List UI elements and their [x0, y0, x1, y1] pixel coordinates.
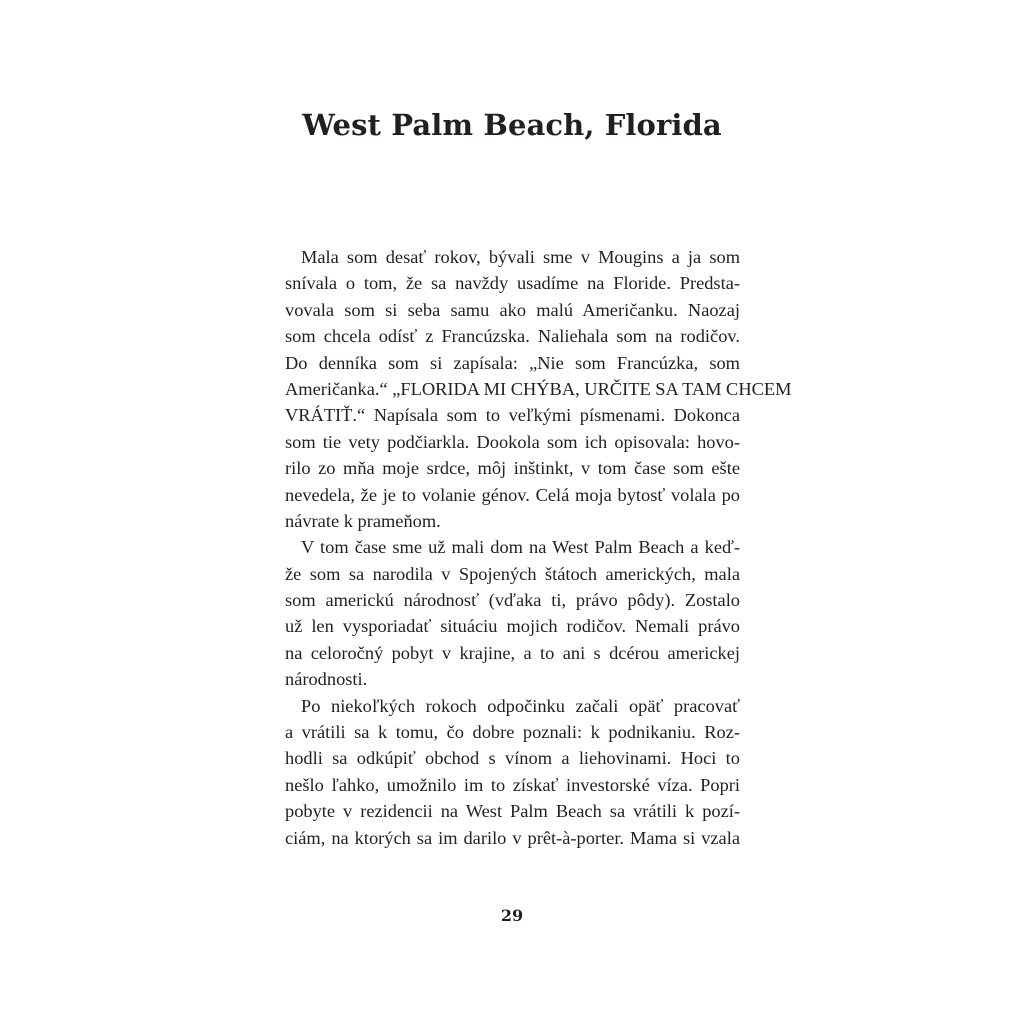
text-line: Mala som desať rokov, bývali sme v Mougins a ja som — [301, 247, 740, 267]
text-line: návrate k prameňom. — [285, 510, 441, 531]
text-line: nevedela, že je to volanie génov. Celá moja bytosť volala po — [285, 484, 740, 505]
text-line: nešlo ľahko, umožnilo im to získať investorské víza. Popri — [285, 774, 740, 795]
page-number: 29 — [500, 906, 524, 925]
text-line: pobyte v rezidencii na West Palm Beach sa vrátili k pozí- — [285, 801, 740, 822]
text-line: Do denníka som si zapísala: „Nie som Francúzka, som — [285, 352, 740, 373]
text-line: že som sa narodila v Spojených štátoch amerických, mala — [285, 563, 740, 584]
text-line: V tom čase sme už mali dom na West Palm Beach a keď- — [301, 537, 740, 558]
text-line: som chcela odísť z Francúzska. Naliehala som na rodičov. — [285, 326, 740, 347]
text-line: národnosti. — [285, 669, 368, 690]
text-line: VRÁTIŤ.“ Napísala som to veľkými písmenami. Dokonca — [285, 405, 740, 426]
text-line: a vrátili sa k tomu, čo dobre poznali: k podnikaniu. Roz- — [285, 722, 740, 743]
chapter-title: West Palm Beach, Florida — [302, 108, 722, 142]
text-line: snívala o tom, že sa navždy usadíme na Floride. Predsta- — [285, 273, 740, 294]
body-text — [285, 244, 792, 851]
text-line: rilo zo mňa moje srdce, môj inštinkt, v tom čase som ešte — [285, 458, 740, 479]
text-line: som tie vety podčiarkla. Dookola som ich opisovala: hovo- — [285, 431, 740, 452]
text-line: ciám, na ktorých sa im darilo v prêt-à-porter. Mama si vzala — [285, 827, 740, 848]
text-line: už len vysporiadať situáciu mojich rodičov. Nemali právo — [285, 616, 740, 637]
text-line: Po niekoľkých rokoch odpočinku začali opäť pracovať — [301, 695, 740, 716]
text-line: Američanka.“ „FLORIDA MI CHÝBA, URČITE SA TAM CHCEM — [285, 378, 792, 399]
text-line: na celoročný pobyt v krajine, a to ani s dcérou americkej — [285, 642, 740, 663]
text-line: vovala som si seba samu ako malú Američanku. Naozaj — [285, 299, 740, 320]
text-line: som americkú národnosť (vďaka ti, právo pôdy). Zostalo — [285, 590, 740, 611]
text-line: hodli sa odkúpiť obchod s vínom a liehovinami. Hoci to — [285, 748, 740, 769]
